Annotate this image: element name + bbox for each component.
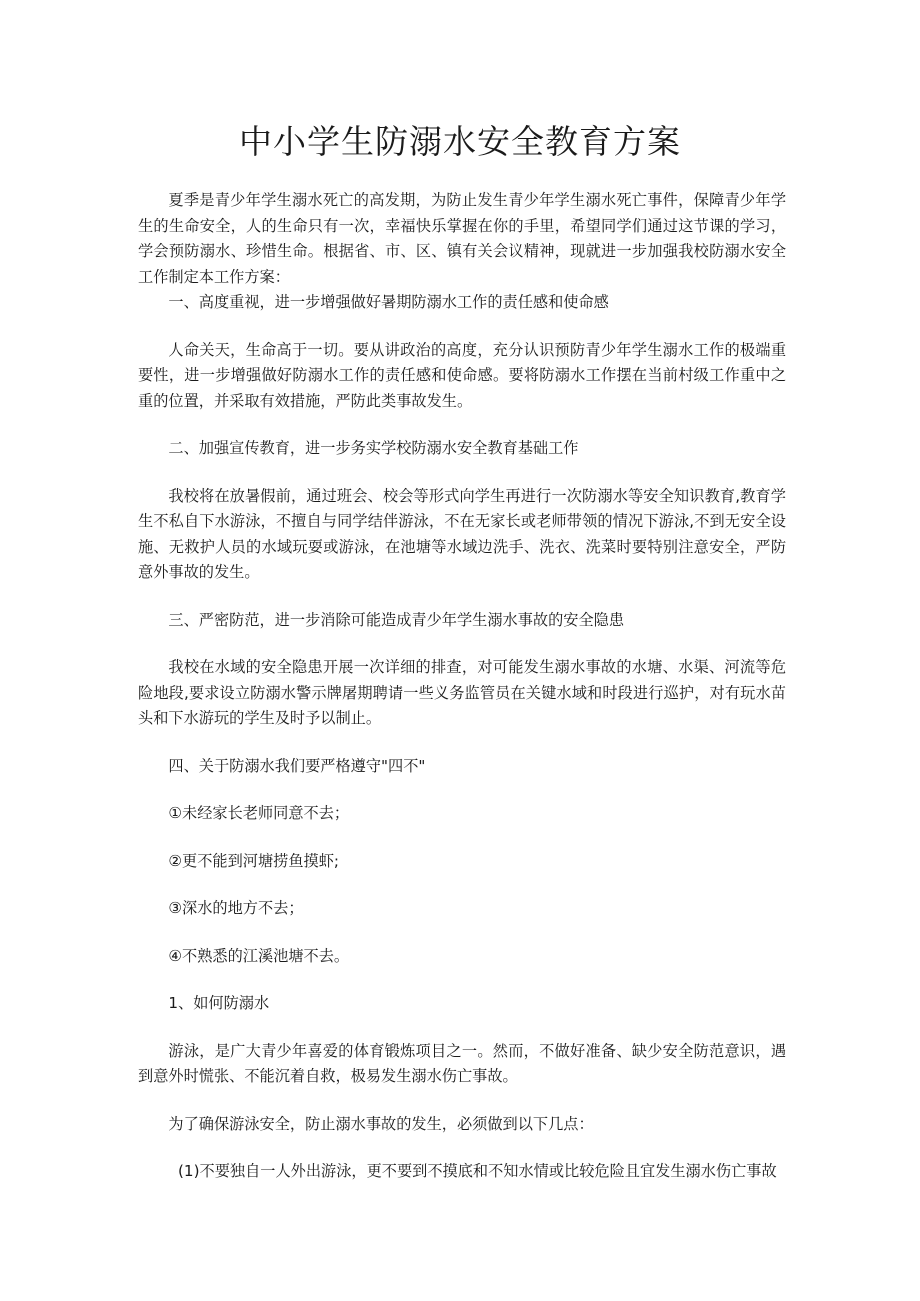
four-no-item-2: ②更不能到河塘捞鱼摸虾; (168, 851, 339, 870)
how-body: 游泳，是广大青少年喜爱的体育锻炼项目之一。然而，不做好准备、缺少安全防范意识，遇到意外时慌张、不能沉着自救，极易发生溺水伤亡事故。 (138, 1041, 786, 1085)
section-3-heading: 三、严密防范，进一步消除可能造成青少年学生溺水事故的安全隐患 (168, 610, 625, 629)
four-no-heading: 四、关于防溺水我们要严格遵守"四不" (168, 756, 426, 775)
four-no-item-3: ③深水的地方不去； (168, 899, 304, 917)
section-2-heading: 二、加强宣传教育，进一步务实学校防溺水安全教育基础工作 (168, 439, 579, 457)
section-1-heading: 一、高度重视，进一步增强做好暑期防溺水工作的责任感和使命感 (168, 293, 609, 311)
how-heading: 1、如何防溺水 (168, 994, 270, 1012)
four-no-item-1: ①未经家长老师同意不去； (168, 804, 350, 822)
document-body (138, 188, 786, 1185)
section-3-body: 我校在水域的安全隐患开展一次详细的排查，对可能发生溺水事故的水塘、水渠、河流等危险地段,要求设立防溺水警示牌屠期聘请一些义务监管员在关键水域和时段进行巡护，对有玩水苗头和下水游玩的学生及时予以制止。 (138, 658, 786, 727)
rule-1: (1)不要独自一人外出游泳，更不要到不摸底和不知水情或比较危险且宜发生溺水伤亡事故 (178, 1162, 777, 1180)
document-title: 中小学生防溺水安全教育方案 (239, 122, 681, 161)
four-no-item-4: ④不熟悉的江溪池塘不去。 (168, 946, 350, 965)
how-lead: 为了确保游泳安全，防止溺水事故的发生，必须做到以下几点： (168, 1114, 594, 1133)
intro-paragraph: 夏季是青少年学生溺水死亡的高发期，为防止发生青少年学生溺水死亡事件，保障青少年学生的生命安全，人的生命只有一次，幸福快乐掌握在你的手里，希望同学们通过这节课的学习，学会预防溺水、珍惜生命。根据省、市、区、镇有关会议精神，现就进一步加强我校防溺水安全工作制定本工作方案： (138, 191, 786, 286)
section-1-body: 人命关天，生命高于一切。要从讲政治的高度，充分认识预防青少年学生溺水工作的极端重要性，进一步增强做好防溺水工作的责任感和使命感。要将防溺水工作摆在当前村级工作重中之重的位置，并采取有效措施，严防此类事故发生。 (138, 340, 786, 410)
section-2-body: 我校将在放暑假前，通过班会、校会等形式向学生再进行一次防溺水等安全知识教育,教育学生不私自下水游泳，不擅自与同学结伴游泳，不在无家长或老师带领的情况下游泳,不到无安全设施、无救护人员的水域玩耍或游泳，在池塘等水域边洗手、洗衣、洗菜时要特别注意安全，严防意外事故的发生。 (138, 486, 786, 581)
